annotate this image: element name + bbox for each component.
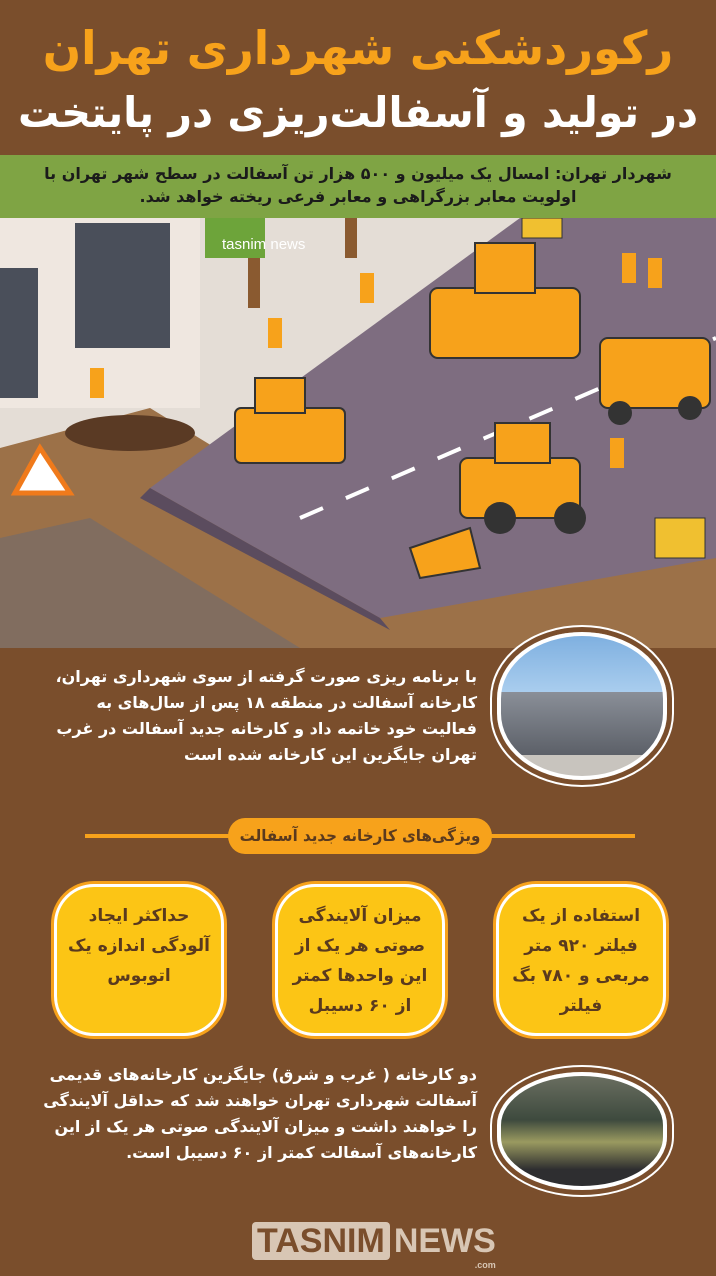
road-construction-illustration	[0, 218, 716, 648]
tasnim-news-logo	[252, 1222, 496, 1270]
title-line-2: در تولید و آسفالت‌ریزی در پایتخت	[17, 88, 699, 137]
asphalt-paving-photo	[497, 1072, 667, 1190]
logo-com: .com	[474, 1260, 496, 1270]
logo-tasnim: TASNIM	[252, 1222, 390, 1260]
feature-pollution: حداکثر ایجاد آلودگی اندازه یک اتوبوس	[54, 884, 224, 1036]
asphalt-plant-photo	[497, 632, 667, 780]
watermark: tasnim news	[222, 236, 306, 253]
paragraph-factories: دو کارخانه ( غرب و شرق) جایگزین کارخانه‌های قدیمی آسفالت شهرداری تهران خواهند شد که حداقل آلایندگی را خواهند داشت و میزان آلایندگی صوتی هر یک از این کارخانه‌های آسفالت کمتر از ۶۰ دسیبل است.	[43, 1065, 477, 1162]
logo-news: NEWS	[393, 1222, 496, 1260]
subtitle-band: شهردار تهران: امسال یک میلیون و ۵۰۰ هزار تن آسفالت در سطح شهر تهران با اولویت معابر بزرگراهی و معابر فرعی ریخته خواهد شد.	[0, 155, 716, 218]
paragraph-plant: با برنامه ریزی صورت گرفته از سوی شهرداری تهران، کارخانه آسفالت در منطقه ۱۸ پس از سال‌های به فعالیت خود خاتمه داد و کارخانه جدید آسفالت در غرب تهران جایگزین این کارخانه شده است	[55, 667, 477, 764]
feature-noise: میزان آلایندگی صوتی هر یک از این واحدها کمتر از ۶۰ دسیبل	[275, 884, 445, 1036]
title-line-1: رکوردشکنی شهرداری تهران	[42, 21, 674, 75]
feature-filter: استفاده از یک فیلتر ۹۲۰ متر مربعی و ۷۸۰ بگ فیلتر	[496, 884, 666, 1036]
section-title: ویژگی‌های کارخانه جدید آسفالت	[228, 818, 492, 854]
